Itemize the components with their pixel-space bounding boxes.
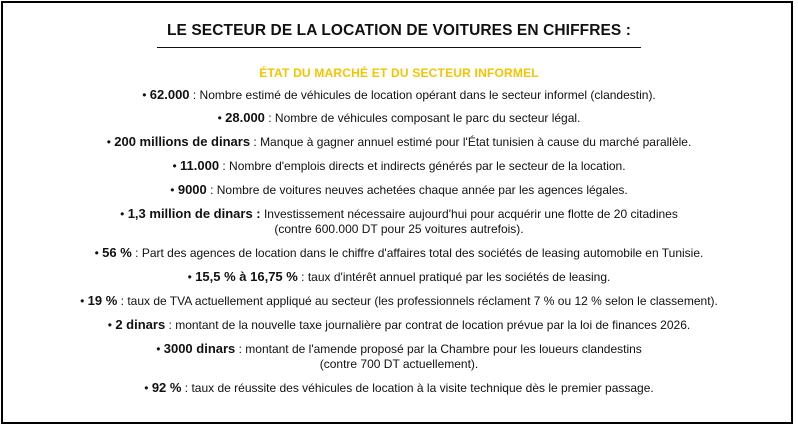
fact-text: : Manque à gagner annuel estimé pour l'État tunisien à cause du marché parallèle. — [250, 135, 692, 149]
fact-figure: 200 millions de dinars — [114, 134, 251, 149]
fact-item — [10, 134, 788, 150]
fact-figure: 15,5 % à 16,75 % — [195, 269, 298, 284]
bullet: • — [142, 88, 150, 102]
fact-figure: 19 % — [87, 293, 118, 308]
page-title: LE SECTEUR DE LA LOCATION DE VOITURES EN CHIFFRES : — [166, 22, 632, 39]
fact-text: : Nombre de véhicules composant le parc du secteur légal. — [264, 111, 581, 125]
fact-figure: 11.000 — [180, 158, 220, 173]
fact-figure: 92 % — [151, 380, 182, 395]
fact-text: : Nombre estimé de véhicules de location opérant dans le secteur informel (clandestin). — [189, 88, 656, 102]
fact-figure: 9000 — [177, 182, 207, 197]
title-underline — [157, 47, 641, 48]
fact-text: : Nombre d'emplois directs et indirects générés par le secteur de la location. — [219, 159, 626, 173]
fact-item — [10, 206, 788, 237]
bullet: • — [172, 159, 180, 173]
fact-item — [10, 87, 788, 103]
fact-figure: 28.000 — [225, 110, 265, 125]
bullet: • — [106, 135, 115, 149]
bullet: • — [107, 318, 116, 332]
bullet: • — [120, 207, 128, 221]
fact-figure: 3000 dinars — [163, 341, 236, 356]
fact-item — [10, 380, 788, 396]
bullet: • — [170, 183, 178, 197]
bullet: • — [80, 294, 88, 308]
fact-item — [10, 269, 788, 285]
fact-text: : montant de la nouvelle taxe journalière par contrat de location prévue par la loi de finances 2026. — [165, 318, 691, 332]
bullet: • — [144, 381, 152, 395]
section-subtitle: ÉTAT DU MARCHÉ ET DU SECTEUR INFORMEL — [259, 66, 539, 80]
fact-text: : Part des agences de location dans le chiffre d'affaires total des sociétés de leasing automobile en Tunisie. — [131, 246, 704, 260]
fact-text: : taux de TVA actuellement appliqué au secteur (les professionnels réclament 7 % ou 12 % selon le classement). — [117, 294, 718, 308]
bullet: • — [187, 270, 196, 284]
fact-item — [10, 245, 788, 261]
fact-text: Investissement nécessaire aujourd'hui pour acquérir une flotte de 20 citadines (contre 600.000 DT pour 25 voitures autrefois). — [263, 207, 678, 236]
bullet: • — [156, 342, 164, 356]
fact-item — [10, 317, 788, 333]
fact-figure: 62.000 — [149, 87, 190, 102]
fact-text: : Nombre de voitures neuves achetées chaque année par les agences légales. — [206, 183, 628, 197]
fact-item — [10, 341, 788, 372]
fact-text: : taux de réussite des véhicules de location à la visite technique dès le premier passage. — [181, 381, 654, 395]
fact-text: : taux d'intérêt annuel pratiqué par les sociétés de leasing. — [297, 270, 611, 284]
fact-figure: 56 % — [102, 245, 132, 260]
fact-figure: 2 dinars — [115, 317, 166, 332]
bullet: • — [217, 111, 226, 125]
fact-item — [10, 158, 788, 174]
fact-item — [10, 110, 788, 126]
bullet: • — [94, 246, 103, 260]
fact-figure: 1,3 million de dinars : — [127, 206, 261, 221]
fact-text: : montant de l'amende proposé par la Chambre pour les loueurs clandestins (contre 700 DT actuellement). — [238, 342, 642, 371]
fact-item — [10, 182, 788, 198]
fact-item — [10, 293, 788, 309]
